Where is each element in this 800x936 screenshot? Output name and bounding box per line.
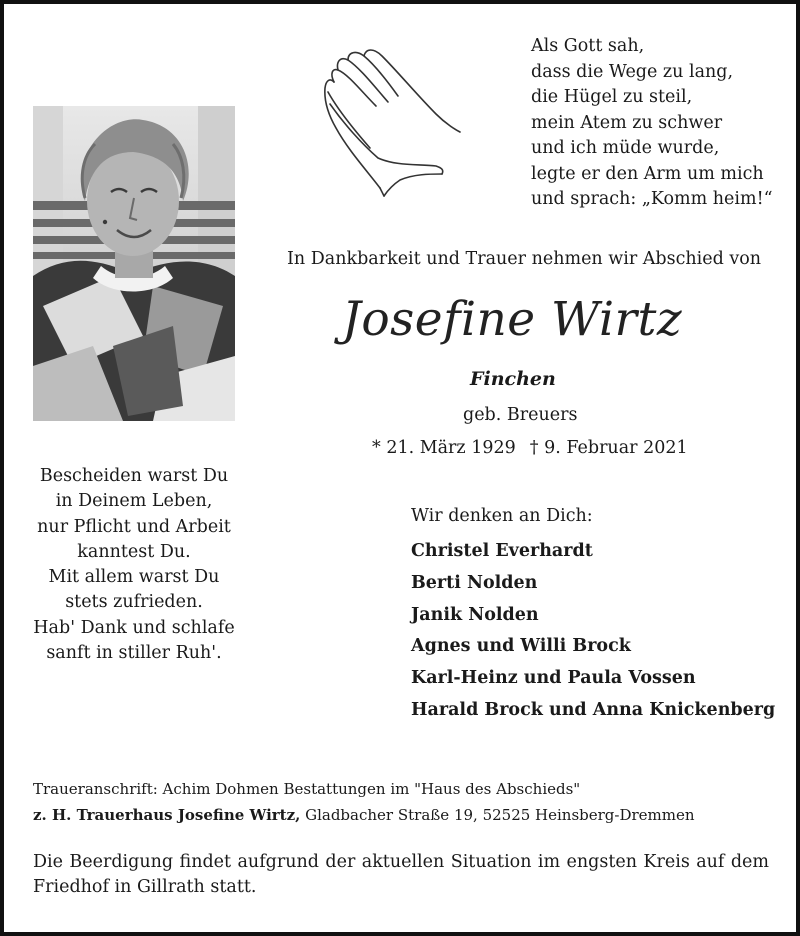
verse-line: kanntest Du.	[77, 541, 191, 562]
poem-line: und sprach: „Komm heim!“	[531, 189, 773, 209]
life-dates	[372, 438, 702, 458]
poem-line: legte er den Arm um mich	[531, 163, 764, 184]
poem	[531, 34, 773, 213]
address-street: Gladbacher Straße 19, 52525 Heinsberg-Dremmen	[300, 805, 695, 824]
mourner: Christel Everhardt	[411, 541, 593, 561]
birth-date: * 21. März 1929	[372, 438, 516, 458]
mourner: Harald Brock und Anna Knickenberg	[411, 699, 776, 720]
poem-line: dass die Wege zu lang,	[531, 61, 734, 82]
mourner: Janik Nolden	[411, 604, 539, 625]
poem-line: die Hügel zu steil,	[531, 87, 693, 107]
funeral-notice: Die Beerdigung findet aufgrund der aktuellen Situation im engsten Kreis auf dem Friedhof in Gillrath statt.	[33, 852, 769, 897]
mourner: Berti Nolden	[411, 572, 538, 593]
nickname: Finchen	[470, 368, 556, 390]
verse	[33, 464, 235, 666]
poem-line: mein Atem zu schwer	[531, 112, 723, 133]
address-recipient: z. H. Trauerhaus Josefine Wirtz,	[33, 805, 301, 824]
mourning-address	[33, 777, 695, 828]
poem-line: Als Gott sah,	[531, 36, 645, 56]
verse-line: Hab' Dank und schlafe	[33, 617, 235, 638]
address-line-1: Traueranschrift: Achim Dohmen Bestattungen im "Haus des Abschieds"	[33, 780, 581, 798]
verse-line: nur Pflicht und Arbeit	[37, 516, 231, 537]
verse-line: Bescheiden warst Du	[39, 466, 229, 486]
mourner: Karl-Heinz und Paula Vossen	[411, 668, 696, 689]
verse-line: Mit allem warst Du	[48, 567, 220, 588]
verse-line: in Deinem Leben,	[55, 491, 213, 512]
address-line-2	[33, 803, 695, 829]
mourners-list	[411, 504, 775, 727]
verse-line: stets zufrieden.	[65, 592, 203, 613]
portrait-photo	[33, 106, 235, 421]
verse-line: sanft in stiller Ruh'.	[46, 643, 222, 664]
praying-hands-icon	[318, 40, 468, 200]
intro-text: In Dankbarkeit und Trauer nehmen wir Abschied von	[287, 249, 762, 269]
poem-line: und ich müde wurde,	[531, 138, 720, 158]
death-date: † 9. Februar 2021	[529, 438, 688, 458]
mourner: Agnes und Willi Brock	[411, 636, 631, 657]
birth-name: geb. Breuers	[463, 405, 578, 425]
deceased-name: Josefine Wirtz	[342, 292, 683, 347]
mourners-heading: Wir denken an Dich:	[411, 506, 593, 526]
